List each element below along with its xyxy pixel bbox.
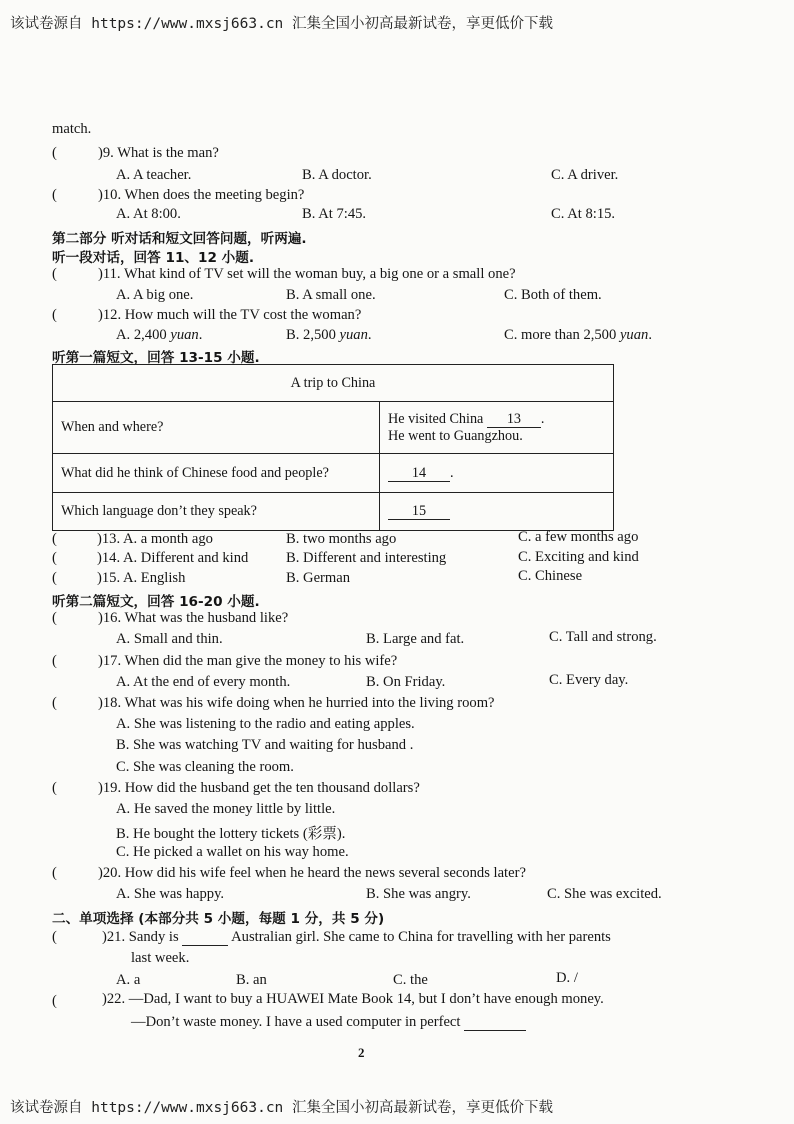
q10-option-c: C. At 8:15. <box>551 206 616 222</box>
q19-option-b: B. He bought the lottery tickets (彩票). <box>116 826 346 842</box>
q9-option-b: B. A doctor. <box>302 167 372 183</box>
q12-paren: ( <box>52 307 57 323</box>
q10-stem: )10. When does the meeting begin? <box>98 187 305 203</box>
q20-paren: ( <box>52 865 57 881</box>
q9-option-a: A. A teacher. <box>116 167 192 183</box>
q16-stem: )16. What was the husband like? <box>98 610 289 626</box>
q10-option-b: B. At 7:45. <box>302 206 367 222</box>
q19-option-a: A. He saved the money little by little. <box>116 801 336 817</box>
section2-heading: 二、单项选择 (本部分共 5 小题，每题 1 分，共 5 分) <box>52 911 385 927</box>
q17-paren: ( <box>52 653 57 669</box>
q11-option-b: B. A small one. <box>286 287 376 303</box>
q13-stem: )13. A. a month ago <box>97 531 213 547</box>
q20-option-c: C. She was excited. <box>547 886 662 902</box>
table-row3-answer <box>380 493 614 531</box>
table-row1-answer: He visited China 13 . He went to Guangzhou. <box>380 402 614 454</box>
q21-stem: )21. Sandy is Australian girl. She came to China for travelling with her parents <box>102 929 611 945</box>
q16-option-a: A. Small and thin. <box>116 631 223 647</box>
q15-option-b: B. German <box>286 570 351 586</box>
q18-option-c: C. She was cleaning the room. <box>116 759 294 775</box>
q18-option-b: B. She was watching TV and waiting for husband . <box>116 737 414 753</box>
q22-line2: —Don’t waste money. I have a used computer in perfect <box>131 1014 526 1031</box>
q21-blank <box>182 930 228 946</box>
blank-14: 14 <box>388 466 450 482</box>
q22-blank <box>464 1015 526 1031</box>
dialog-heading: 听一段对话，回答 11、12 小题. <box>52 250 254 266</box>
q13-option-c: C. a few months ago <box>518 529 639 545</box>
q18-option-a: A. She was listening to the radio and eating apples. <box>116 716 415 732</box>
table-row2-question: What did he think of Chinese food and people? <box>53 454 380 493</box>
q13-option-b: B. two months ago <box>286 531 397 547</box>
q20-stem: )20. How did his wife feel when he heard the news several seconds later? <box>98 865 526 881</box>
passage1-heading: 听第一篇短文，回答 13-15 小题. <box>52 350 260 366</box>
page-header: 该试卷源自 https://www.mxsj663.cn 汇集全国小初高最新试卷，享更低价下载 <box>10 16 554 32</box>
top-fragment: match. <box>52 121 92 137</box>
q21-paren: ( <box>52 929 57 945</box>
q12-option-c: C. more than 2,500 yuan. <box>504 327 652 343</box>
q22-paren: ( <box>52 993 57 1009</box>
q20-option-a: A. She was happy. <box>116 886 225 902</box>
q19-paren: ( <box>52 780 57 796</box>
table-row1-question: When and where? <box>53 402 380 454</box>
q17-option-a: A. At the end of every month. <box>116 674 291 690</box>
q21-option-d: D. / <box>556 970 578 986</box>
q15-paren: ( <box>52 570 57 586</box>
q9-option-c: C. A driver. <box>551 167 619 183</box>
q15-option-c: C. Chinese <box>518 568 583 584</box>
q11-stem: )11. What kind of TV set will the woman buy, a big one or a small one? <box>98 266 516 282</box>
q21-stem-line2: last week. <box>131 950 190 966</box>
q21-option-a: A. a <box>116 972 141 988</box>
q19-stem: )19. How did the husband get the ten thousand dollars? <box>98 780 420 796</box>
page-footer: 该试卷源自 https://www.mxsj663.cn 汇集全国小初高最新试卷，享更低价下载 <box>10 1100 554 1116</box>
q22-line1: )22. —Dad, I want to buy a HUAWEI Mate Book 14, but I don’t have enough money. <box>102 991 604 1007</box>
q14-stem: )14. A. Different and kind <box>97 550 249 566</box>
q11-option-c: C. Both of them. <box>504 287 602 303</box>
q17-option-c: C. Every day. <box>549 672 629 688</box>
q18-paren: ( <box>52 695 57 711</box>
blank-15: 15 <box>388 504 450 520</box>
q20-option-b: B. She was angry. <box>366 886 471 902</box>
q17-option-b: B. On Friday. <box>366 674 446 690</box>
q9-stem: )9. What is the man? <box>98 145 219 161</box>
q9-paren: ( <box>52 145 57 161</box>
q12-option-b: B. 2,500 yuan. <box>286 327 372 343</box>
passage2-heading: 听第二篇短文，回答 16-20 小题. <box>52 594 260 610</box>
q12-stem: )12. How much will the TV cost the woman? <box>98 307 362 323</box>
q11-paren: ( <box>52 266 57 282</box>
q10-paren: ( <box>52 187 57 203</box>
q21-option-b: B. an <box>236 972 267 988</box>
q16-option-b: B. Large and fat. <box>366 631 465 647</box>
table-row3-question: Which language don’t they speak? <box>53 493 380 531</box>
part2-heading: 第二部分 听对话和短文回答问题，听两遍. <box>52 231 307 247</box>
q14-option-c: C. Exciting and kind <box>518 549 639 565</box>
q18-stem: )18. What was his wife doing when he hurried into the living room? <box>98 695 495 711</box>
table-row2-answer: 14 . <box>380 454 614 493</box>
q14-paren: ( <box>52 550 57 566</box>
page-number: 2 <box>358 1045 365 1060</box>
blank-13: 13 <box>487 412 541 428</box>
trip-table-title: A trip to China <box>53 365 614 402</box>
q19-option-c: C. He picked a wallet on his way home. <box>116 844 349 860</box>
q13-paren: ( <box>52 531 57 547</box>
trip-table <box>52 364 614 531</box>
q17-stem: )17. When did the man give the money to his wife? <box>98 653 398 669</box>
q12-option-a: A. 2,400 yuan. <box>116 327 203 343</box>
q21-option-c: C. the <box>393 972 428 988</box>
q16-paren: ( <box>52 610 57 626</box>
q11-option-a: A. A big one. <box>116 287 194 303</box>
q16-option-c: C. Tall and strong. <box>549 629 657 645</box>
q15-stem: )15. A. English <box>97 570 186 586</box>
q14-option-b: B. Different and interesting <box>286 550 447 566</box>
q10-option-a: A. At 8:00. <box>116 206 181 222</box>
